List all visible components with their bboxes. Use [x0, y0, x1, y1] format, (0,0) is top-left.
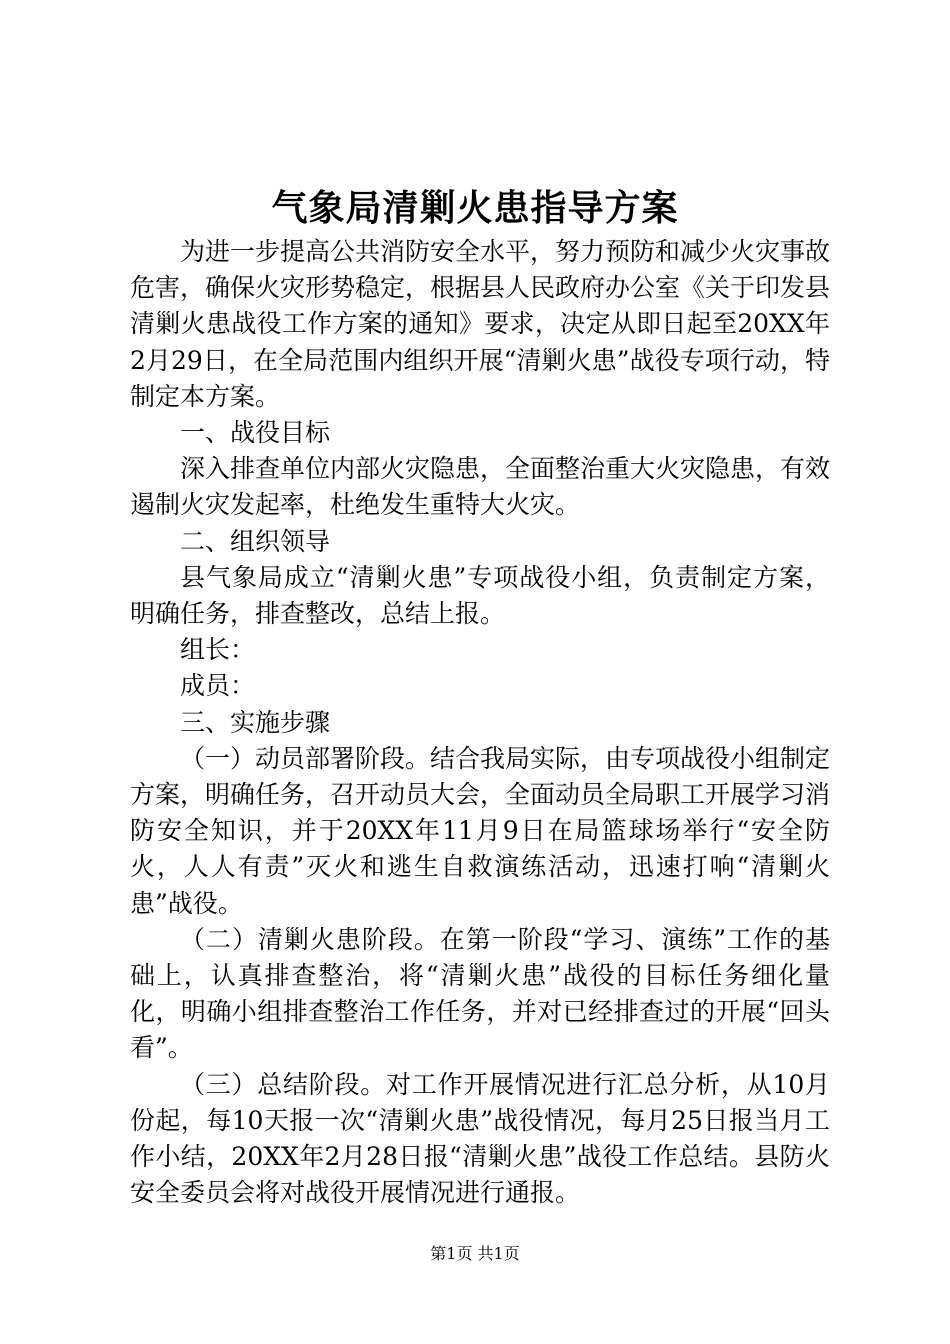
- team-leader-line: 组长：: [180, 635, 256, 665]
- page-footer: 第1页 共1页: [430, 1244, 520, 1263]
- document-title: 气象局清剿火患指导方案: [271, 187, 679, 229]
- section-heading-organization: 二、组织领导: [180, 526, 331, 556]
- paragraph-step-3: （三）总结阶段。对工作开展情况进行汇总分析，从10月份起，每10天报一次“清剿火患”战役情况，每月25日报当月工作小结，20XX年2月28日报“清剿火患”战役工作总结。县防火安全委员会将对战役开展情况进行通报。: [130, 1069, 830, 1208]
- paragraph-intro: 为进一步提高公共消防安全水平，努力预防和减少火灾事故危害，确保火灾形势稳定，根据县人民政府办公室《关于印发县清剿火患战役工作方案的通知》要求，决定从即日起至20XX年2月29日，在全局范围内组织开展“清剿火患”战役专项行动，特制定本方案。: [130, 237, 831, 411]
- team-members-line: 成员：: [180, 671, 256, 701]
- document-body: [130, 234, 830, 1211]
- section-heading-goal: 一、战役目标: [180, 418, 331, 448]
- section-heading-steps: 三、实施步骤: [180, 707, 331, 737]
- paragraph-organization: 县气象局成立“清剿火患”专项战役小组，负责制定方案，明确任务，排查整改，总结上报。: [130, 562, 830, 629]
- paragraph-step-2: （二）清剿火患阶段。在第一阶段“学习、演练”工作的基础上，认真排查整治，将“清剿火患”战役的目标任务细化量化，明确小组排查整治工作任务，并对已经排查过的开展“回头看”。: [130, 924, 830, 1063]
- paragraph-goal: 深入排查单位内部火灾隐患，全面整治重大火灾隐患，有效遏制火灾发起率，杜绝发生重特大火灾。: [130, 454, 831, 520]
- paragraph-step-1: （一）动员部署阶段。结合我局实际，由专项战役小组制定方案，明确任务，召开动员大会，全面动员全局职工开展学习消防安全知识，并于20XX年11月9日在局篮球场举行“安全防火，人人有责”灭火和逃生自救演练活动，迅速打响“清剿火患”战役。: [130, 743, 831, 918]
